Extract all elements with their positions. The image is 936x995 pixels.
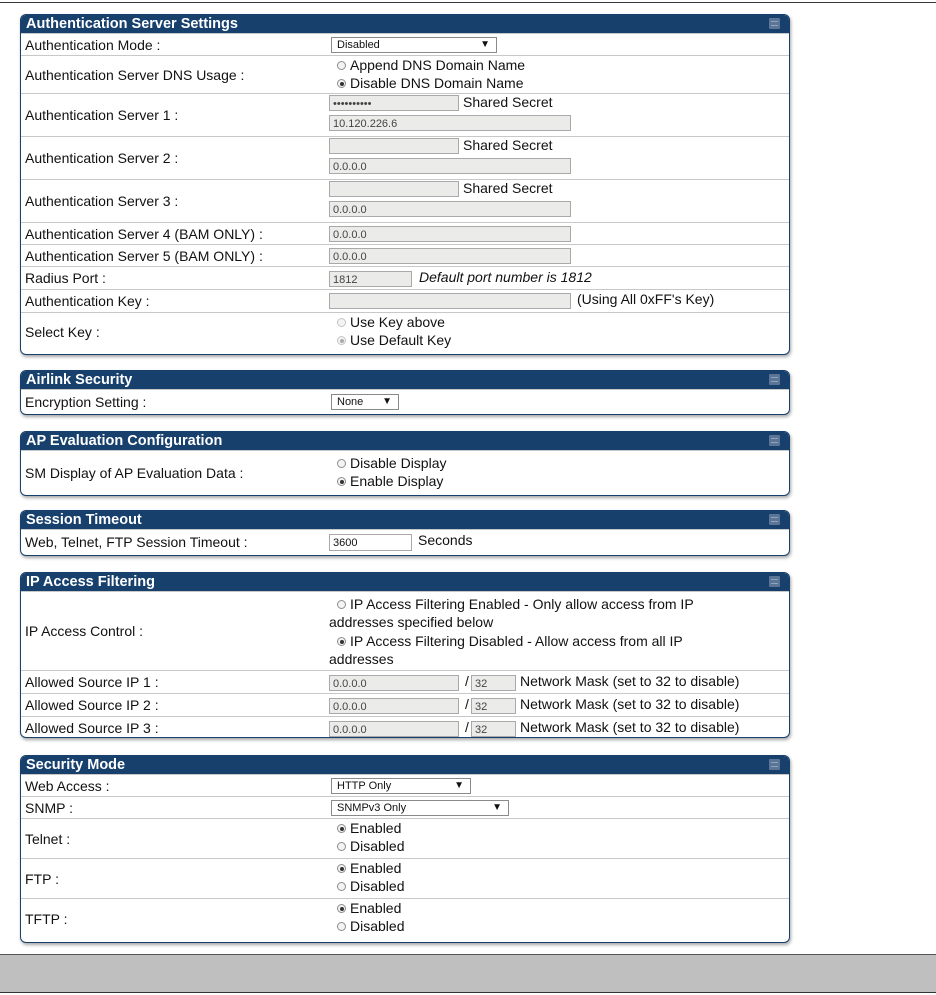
row-auth-server-5 (21, 244, 789, 266)
allowed-source-ip-3-label: Allowed Source IP 3 : (25, 720, 159, 736)
authentication-mode-select[interactable] (331, 37, 497, 53)
allowed-source-ip-1-input[interactable]: 0.0.0.0 (329, 675, 459, 691)
shared-secret-label: Shared Secret (463, 94, 553, 110)
collapse-icon[interactable] (769, 514, 780, 525)
radio-ip-filtering-enabled-line1: IP Access Filtering Enabled - Only allow access from IP (350, 596, 694, 612)
row-auth-server-4 (21, 222, 789, 244)
panel-airlink-security (20, 370, 790, 415)
radio-icon[interactable] (337, 600, 346, 609)
allowed-source-ip-2-label: Allowed Source IP 2 : (25, 697, 159, 713)
collapse-icon[interactable] (769, 435, 780, 446)
authentication-mode-value: Disabled (337, 39, 380, 51)
ftp-label: FTP : (25, 870, 59, 887)
radio-telnet-disabled-label: Disabled (350, 838, 405, 854)
radio-tftp-enabled-label: Enabled (350, 900, 402, 916)
radio-selected-icon[interactable] (337, 336, 346, 345)
radio-enable-display-label: Enable Display (350, 473, 444, 489)
auth-server-1-address-input[interactable]: 10.120.226.6 (329, 115, 571, 131)
dropdown-arrow-icon: ▼ (454, 780, 464, 791)
radio-icon[interactable] (337, 318, 346, 327)
row-web-access (21, 774, 789, 796)
allowed-source-ip-2-mask-input[interactable]: 32 (471, 698, 516, 714)
panel-header (21, 371, 789, 389)
network-mask-note: Network Mask (set to 32 to disable) (520, 719, 740, 735)
radio-ftp-enabled[interactable] (337, 860, 401, 877)
radio-ip-filtering-disabled-line2: addresses (329, 651, 394, 667)
snmp-select[interactable] (331, 800, 509, 816)
radio-telnet-disabled[interactable] (337, 838, 404, 855)
row-auth-server-2 (21, 136, 789, 179)
radio-ip-filtering-enabled[interactable] (337, 596, 694, 613)
allowed-source-ip-3-input[interactable]: 0.0.0.0 (329, 721, 459, 737)
row-allowed-source-ip-3 (21, 716, 789, 738)
row-authentication-mode (21, 33, 789, 55)
web-access-value: HTTP Only (337, 780, 392, 792)
radio-disable-display-label: Disable Display (350, 455, 447, 471)
session-timeout-unit: Seconds (418, 532, 473, 548)
radio-ip-filtering-disabled-line1: IP Access Filtering Disabled - Allow access from all IP (350, 633, 683, 649)
collapse-icon[interactable] (769, 374, 780, 385)
radio-use-default-key[interactable] (337, 332, 451, 349)
auth-server-5-address-input[interactable]: 0.0.0.0 (329, 248, 571, 264)
radio-disable-dns-label: Disable DNS Domain Name (350, 75, 524, 91)
authentication-key-note: (Using All 0xFF's Key) (577, 291, 715, 307)
session-timeout-input[interactable]: 3600 (329, 534, 412, 551)
radio-ip-filtering-disabled[interactable] (337, 633, 683, 650)
radius-port-note: Default port number is 1812 (419, 269, 592, 285)
telnet-label: Telnet : (25, 830, 71, 847)
panel-title: Session Timeout (26, 512, 142, 528)
auth-server-2-label: Authentication Server 2 : (25, 150, 179, 166)
collapse-icon[interactable] (769, 576, 780, 587)
radio-icon[interactable] (337, 882, 346, 891)
auth-server-4-label: Authentication Server 4 (BAM ONLY) : (25, 225, 263, 242)
radio-selected-icon[interactable] (337, 637, 346, 646)
row-allowed-source-ip-2 (21, 693, 789, 716)
row-authentication-key (21, 289, 789, 312)
radio-icon[interactable] (337, 842, 346, 851)
panel-title: AP Evaluation Configuration (26, 433, 223, 449)
radio-selected-icon[interactable] (337, 824, 346, 833)
auth-server-3-secret-input[interactable] (329, 181, 459, 197)
radio-icon[interactable] (337, 922, 346, 931)
radio-telnet-enabled-label: Enabled (350, 820, 402, 836)
panel-title: IP Access Filtering (26, 574, 155, 590)
auth-server-2-secret-input[interactable] (329, 138, 459, 154)
radio-append-dns[interactable] (337, 57, 525, 74)
row-radius-port (21, 266, 789, 289)
panel-title: Security Mode (26, 757, 126, 773)
radio-ip-filtering-enabled-line2: addresses specified below (329, 614, 494, 630)
radio-tftp-enabled[interactable] (337, 900, 401, 917)
web-access-label: Web Access : (25, 777, 110, 794)
encryption-setting-value: None (337, 396, 364, 408)
panel-header (21, 756, 789, 774)
auth-server-2-address-input[interactable]: 0.0.0.0 (329, 158, 571, 174)
radio-selected-icon[interactable] (337, 864, 346, 873)
panel-header (21, 573, 789, 591)
panel-ap-evaluation-configuration (20, 431, 790, 496)
row-dns-usage (21, 55, 789, 93)
row-telnet (21, 818, 789, 858)
collapse-icon[interactable] (769, 18, 780, 29)
row-auth-server-1 (21, 93, 789, 136)
radio-ftp-enabled-label: Enabled (350, 860, 402, 876)
auth-server-3-address-input[interactable]: 0.0.0.0 (329, 201, 571, 217)
radio-ftp-disabled-label: Disabled (350, 878, 405, 894)
web-access-select[interactable] (331, 778, 471, 794)
panel-title: Authentication Server Settings (26, 16, 238, 32)
radio-ftp-disabled[interactable] (337, 878, 404, 895)
row-tftp (21, 898, 789, 938)
radio-icon[interactable] (337, 61, 346, 70)
slash-separator: / (465, 673, 469, 689)
panel-authentication-server-settings (20, 14, 790, 355)
radio-selected-icon[interactable] (337, 477, 346, 486)
encryption-setting-select[interactable] (331, 394, 399, 410)
allowed-source-ip-3-mask-input[interactable]: 32 (471, 721, 516, 737)
encryption-setting-label: Encryption Setting : (25, 393, 147, 410)
radio-icon[interactable] (337, 459, 346, 468)
panel-ip-access-filtering (20, 572, 790, 738)
top-rule (0, 2, 936, 3)
radio-telnet-enabled[interactable] (337, 820, 401, 837)
radio-disable-display[interactable] (337, 455, 446, 472)
sm-display-ap-eval-label: SM Display of AP Evaluation Data : (25, 464, 244, 481)
auth-server-1-label: Authentication Server 1 : (25, 107, 179, 123)
row-encryption-setting (21, 389, 789, 413)
network-mask-note: Network Mask (set to 32 to disable) (520, 696, 740, 712)
shared-secret-label: Shared Secret (463, 180, 553, 196)
panel-security-mode (20, 755, 790, 943)
authentication-key-label: Authentication Key : (25, 293, 150, 309)
row-auth-server-3 (21, 179, 789, 222)
slash-separator: / (465, 719, 469, 735)
radius-port-input[interactable]: 1812 (329, 271, 412, 287)
row-snmp (21, 796, 789, 818)
radio-enable-display[interactable] (337, 473, 443, 490)
ip-access-control-label: IP Access Control : (25, 623, 144, 639)
row-ftp (21, 858, 789, 898)
panel-header (21, 432, 789, 450)
tftp-label: TFTP : (25, 910, 68, 927)
radio-disable-dns[interactable] (337, 75, 524, 92)
snmp-value: SNMPv3 Only (337, 802, 407, 814)
panel-session-timeout (20, 510, 790, 556)
radio-tftp-disabled-label: Disabled (350, 918, 405, 934)
row-sm-display-ap-eval (21, 450, 789, 494)
row-session-timeout (21, 529, 789, 554)
radio-selected-icon[interactable] (337, 79, 346, 88)
collapse-icon[interactable] (769, 759, 780, 770)
shared-secret-label: Shared Secret (463, 137, 553, 153)
radio-use-key-above-label: Use Key above (350, 314, 445, 330)
snmp-label: SNMP : (25, 799, 73, 816)
allowed-source-ip-1-mask-input[interactable]: 32 (471, 675, 516, 691)
radio-tftp-disabled[interactable] (337, 918, 404, 935)
radio-selected-icon[interactable] (337, 904, 346, 913)
authentication-key-input[interactable] (329, 293, 571, 309)
radius-port-label: Radius Port : (25, 270, 106, 286)
network-mask-note: Network Mask (set to 32 to disable) (520, 673, 740, 689)
auth-server-5-label: Authentication Server 5 (BAM ONLY) : (25, 247, 263, 264)
auth-server-1-secret-input[interactable]: •••••••••• (329, 95, 459, 111)
auth-server-4-address-input[interactable]: 0.0.0.0 (329, 226, 571, 242)
radio-use-key-above[interactable] (337, 314, 445, 331)
row-select-key (21, 312, 789, 351)
panel-title: Airlink Security (26, 372, 133, 388)
panel-header (21, 15, 789, 33)
row-allowed-source-ip-1 (21, 670, 789, 693)
radio-use-default-key-label: Use Default Key (350, 332, 452, 348)
footer-bar (0, 954, 936, 993)
allowed-source-ip-2-input[interactable]: 0.0.0.0 (329, 698, 459, 714)
row-ip-access-control (21, 591, 789, 670)
dropdown-arrow-icon: ▼ (382, 396, 392, 407)
dropdown-arrow-icon: ▼ (492, 802, 502, 813)
authentication-mode-label: Authentication Mode : (25, 36, 161, 53)
session-timeout-label: Web, Telnet, FTP Session Timeout : (25, 534, 248, 550)
panel-header (21, 511, 789, 529)
dns-usage-label: Authentication Server DNS Usage : (25, 66, 245, 83)
slash-separator: / (465, 696, 469, 712)
allowed-source-ip-1-label: Allowed Source IP 1 : (25, 674, 159, 690)
dropdown-arrow-icon: ▼ (480, 39, 490, 50)
auth-server-3-label: Authentication Server 3 : (25, 193, 179, 209)
radio-append-dns-label: Append DNS Domain Name (350, 57, 526, 73)
select-key-label: Select Key : (25, 324, 100, 340)
